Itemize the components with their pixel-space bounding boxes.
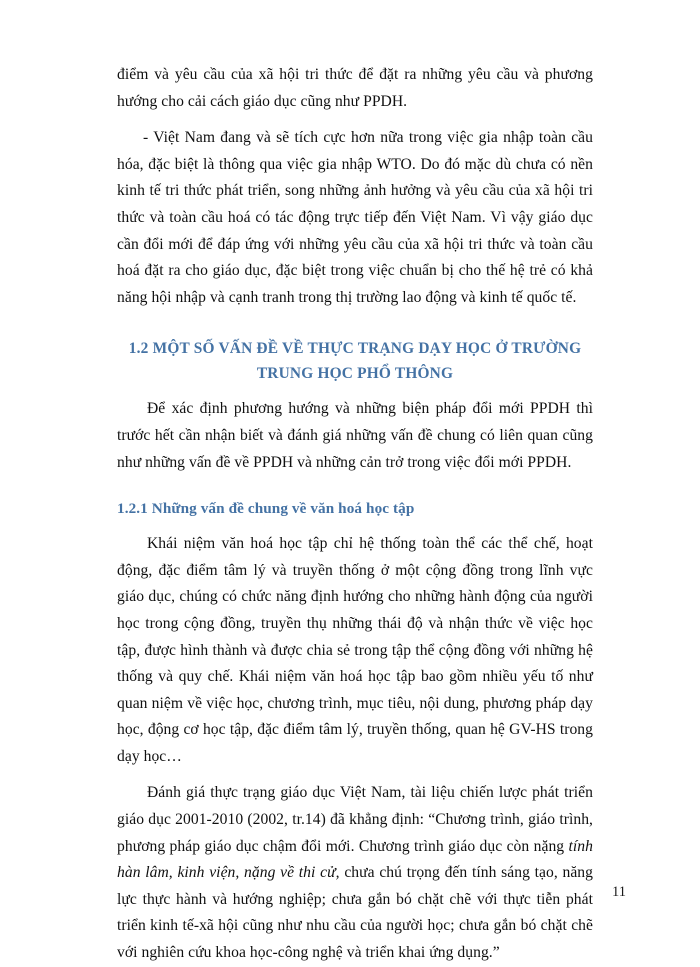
paragraph-learning-culture: Khái niệm văn hoá học tập chỉ hệ thống toàn thể các thể chế, hoạt động, đặc điểm tâm lý và truyền thống ở một cộng đồng trong lĩnh vực giáo dục, chúng có chức năng định hướng cho những hành động của người học trong cộng đồng, truyền thụ những thái độ và nhận thức về việc học tập, được hình thành và được chia sẻ trong tập thể cộng đồng với những hệ thống và quy chế. Khái niệm văn hoá học tập bao gồm nhiều yếu tố như quan niệm về việc học, chương trình, mục tiêu, nội dung, phương pháp dạy học, động cơ học tập, đặc điểm tâm lý, truyền thống, quan hệ GV-HS trong dạy học… (117, 535, 593, 765)
paragraph-evaluation-quote (117, 780, 593, 966)
paragraph-purpose: Để xác định phương hướng và những biện pháp đổi mới PPDH thì trước hết cần nhận biết và đánh giá những vấn đề chung có liên quan cũng như những vấn đề về PPDH và những cản trở trong việc đổi mới PPDH. (117, 400, 593, 471)
heading-spacer-bottom (117, 386, 593, 396)
subheading-spacer-top (117, 476, 593, 497)
quote-text-before-italic: Đánh giá thực trạng giáo dục Việt Nam, tài liệu chiến lược phát triển giáo dục 2001-2010 (2002, tr.14) đã khẳng định: “Chương trình, giáo trình, phương pháp giáo dục chậm đổi mới. Chương trình giáo dục còn nặng (117, 784, 593, 855)
quote-text-after-italic: chưa chú trọng đến tính sáng tạo, năng lực thực hành và hướng nghiệp; chưa gắn bó chặt chẽ với thực tiễn phát triển kinh tế-xã hội cũng như nhu cầu của người học; chưa gắn bó chặt chẽ với nghiên cứu khoa học-công nghệ và triển khai ứng dụng.” (117, 864, 593, 962)
page-number: 11 (612, 884, 626, 900)
paragraph-continuation: điểm và yêu cầu của xã hội tri thức để đặt ra những yêu cầu và phương hướng cho cải cách giáo dục cũng như PPDH. (117, 66, 593, 110)
section-heading-1-2: 1.2 MỘT SỐ VẤN ĐỀ VỀ THỰC TRẠNG DẠY HỌC Ở TRƯỜNG TRUNG HỌC PHỔ THÔNG (128, 340, 582, 383)
paragraph-spacer-2 (117, 770, 593, 780)
heading-spacer-top (117, 311, 593, 336)
page-content (117, 62, 593, 967)
paragraph-spacer (117, 115, 593, 125)
subheading-spacer-bottom (117, 521, 593, 531)
sub-heading-1-2-1: 1.2.1 Những vấn đề chung về văn hoá học tập (117, 500, 415, 518)
quote-italic-emphasis: tính hàn lâm, kinh viện, nặng về thi cử, (117, 837, 593, 882)
paragraph-vietnam-globalization: - Việt Nam đang và sẽ tích cực hơn nữa trong việc gia nhập toàn cầu hóa, đặc biệt là thông qua việc gia nhập WTO. Do đó mặc dù chưa có nền kinh tế tri thức phát triển, song những ảnh hưởng và yêu cầu của xã hội tri thức và toàn cầu hoá có tác động trực tiếp đến Việt Nam. Vì vậy giáo dục cần đổi mới để đáp ứng với những yêu cầu của xã hội tri thức và toàn cầu hoá đặt ra cho giáo dục, đặc biệt trong việc chuẩn bị cho thế hệ trẻ có khả năng hội nhập và cạnh tranh trong thị trường lao động và kinh tế quốc tế. (117, 129, 593, 306)
